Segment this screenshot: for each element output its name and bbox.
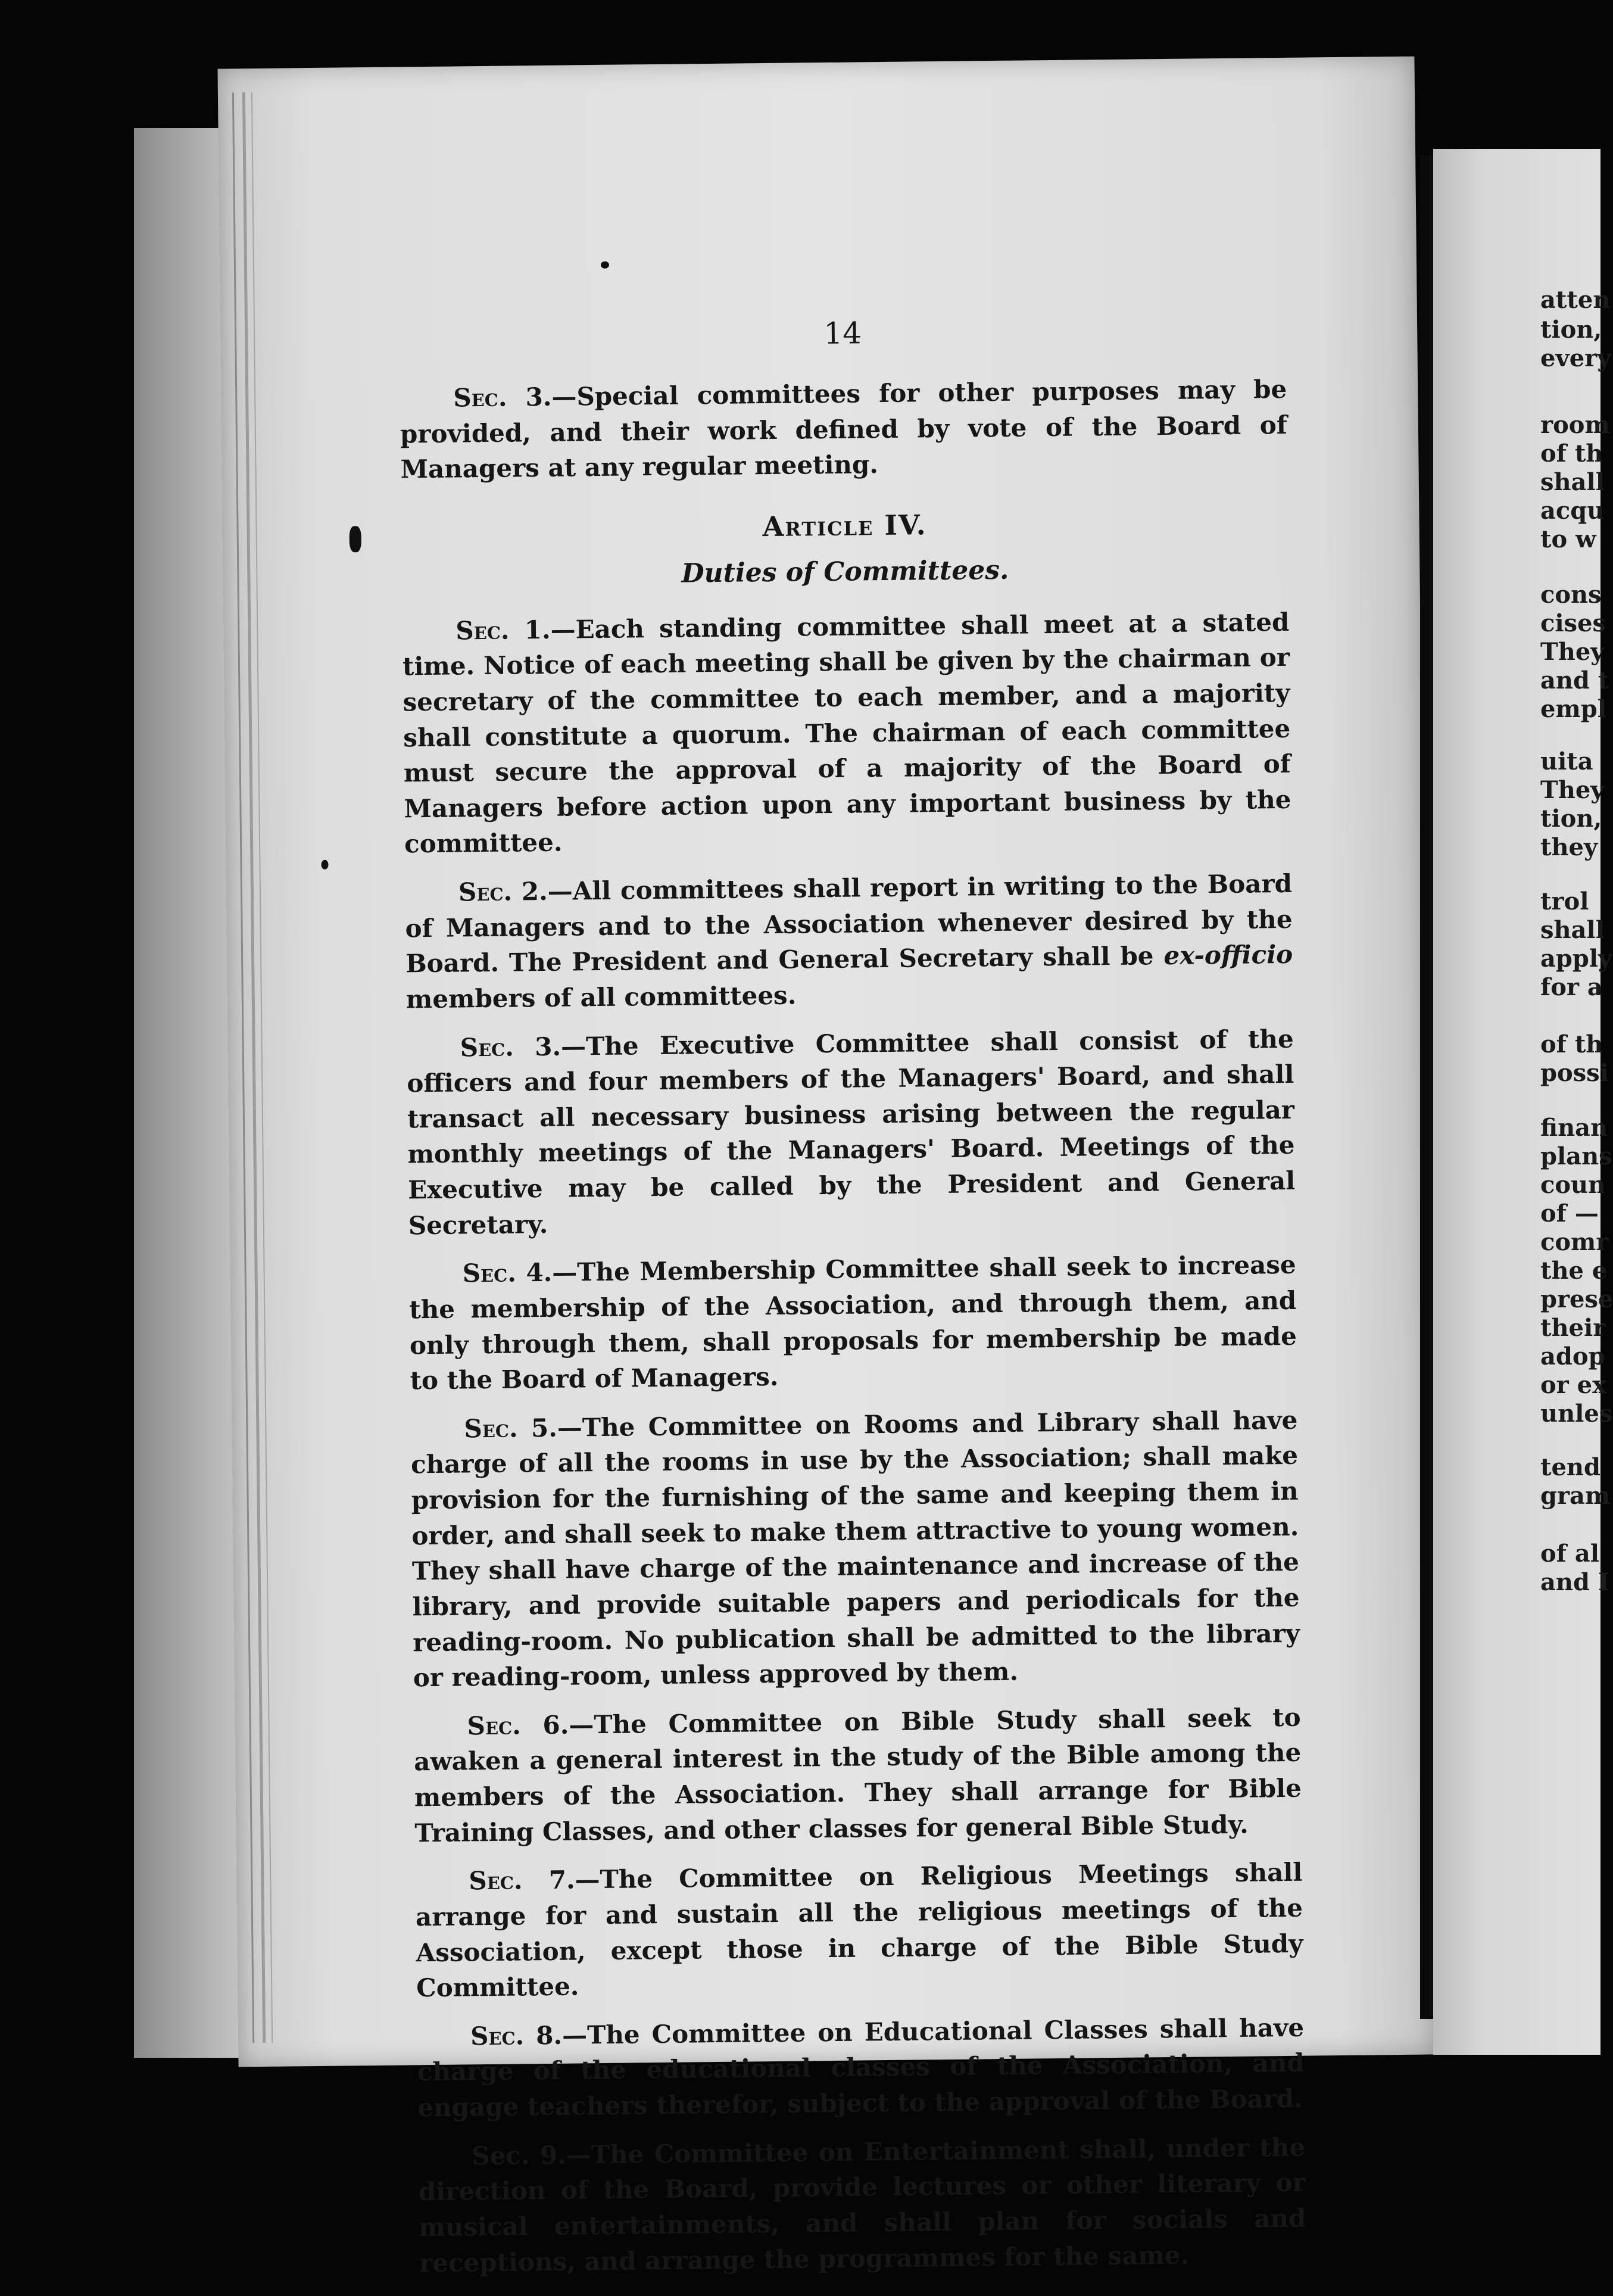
facing-page-fragment: apply (1540, 945, 1612, 973)
intro-section (400, 372, 1288, 487)
facing-page-fragment: to w (1540, 525, 1596, 553)
section-4 (408, 1247, 1297, 1398)
section-emphasis: ex-officio (1163, 940, 1293, 971)
section-label: Sec. 5. (464, 1413, 558, 1444)
facing-page-fragment: their (1540, 1314, 1606, 1342)
section-label: Sec. 9. (471, 2140, 567, 2170)
ink-speck (601, 261, 609, 269)
facing-page-fragment: cises (1540, 609, 1606, 637)
section-label: Sec. 3. (453, 382, 552, 413)
page-number: 14 (823, 316, 862, 351)
facing-page-fragment: for a (1540, 973, 1603, 1001)
section-label: Sec. 2. (458, 876, 548, 907)
facing-page-fragment: of th (1540, 1030, 1603, 1058)
facing-page-fragment: and t (1540, 666, 1609, 694)
facing-page-fragment: of al (1540, 1540, 1599, 1568)
section-9 (418, 2129, 1306, 2281)
facing-page-fragment: gram (1540, 1482, 1611, 1510)
ink-speck (350, 526, 361, 552)
section-text: —The Committee on Religious Meetings shall arrange for and sustain all the religious meetings of the Association, except those in charge of the Bible Study Committee. (415, 1857, 1303, 2003)
section-text: —The Membership Committee shall seek to increase the membership of the Association, and through them, and only through them, shall proposals for membership be made to the Board of Managers. (409, 1250, 1297, 1395)
facing-page-fragment: or ex (1540, 1371, 1606, 1399)
section-3 (406, 1021, 1296, 1243)
facing-page-fragment: atten (1540, 286, 1611, 314)
page-gutter (1420, 155, 1433, 2019)
section-label: Sec. 7. (469, 1865, 575, 1896)
facing-page-fragment: They (1540, 776, 1605, 804)
facing-page-fragment: tion, (1540, 805, 1602, 833)
facing-page-fragment: acqu (1540, 497, 1605, 525)
section-5 (410, 1403, 1300, 1696)
facing-page-fragment: room (1540, 411, 1610, 439)
article-title: Article IV. (762, 509, 927, 543)
section-7 (415, 1855, 1303, 2006)
page-content (399, 308, 1307, 2294)
facing-page-fragment: shall (1540, 468, 1605, 496)
facing-page-fragment: tend (1540, 1453, 1600, 1481)
facing-page-fragment: coun (1540, 1171, 1606, 1199)
facing-page-fragment: comr (1540, 1228, 1609, 1256)
section-label: Sec. 8. (470, 2020, 563, 2051)
facing-page-fragment: prese (1540, 1285, 1613, 1313)
section-text: —The Committee on Rooms and Library shall have charge of all the rooms in use by the Association; shall make provision for the furnishing of the same and keeping them in order, and shall seek to make them attractive to young women. They shall have charge of the maintenance and increase of the library, and provide suitable papers and periodicals for the reading-room. No publication shall be admitted to the library or reading-room, unless approved by them. (410, 1405, 1300, 1693)
section-text: —The Committee on Educational Classes shall have charge of the educational classes of the Association, and engage teachers therefor, subject to the approval of the Board. (417, 2012, 1305, 2123)
article-subtitle: Duties of Committees. (681, 554, 1009, 589)
section-text: —The Executive Committee shall consist of the officers and four members of the Managers' Board, and shall transact all necessary business arising between the regular monthly meetings of the Managers' Board. Meetings of the Executive may be called by the President and General Secretary. (407, 1024, 1296, 1241)
facing-page-fragment: the e (1540, 1257, 1608, 1285)
facing-page-fragment: cons (1540, 581, 1602, 609)
section-label: Sec. 1. (455, 615, 551, 646)
section-text: —The Committee on Entertainment shall, under the direction of the Board, provide lectures or other literary or musical entertainments, and shall plan for socials and receptions, and arrange the programmes for the same. (418, 2132, 1306, 2278)
facing-page-fragment: shall (1540, 916, 1605, 944)
section-text: —The Committee on Bible Study shall seek to awaken a general interest in the study of the Bible among the members of the Association. They shall arrange for Bible Training Classes, and other classes for general Bible Study. (414, 1702, 1302, 1848)
facing-page-fragment: tion, (1540, 316, 1602, 344)
facing-page-fragment: uita (1540, 747, 1593, 775)
section-text: —Each standing committee shall meet at a stated time. Notice of each meeting shall be given by the chairman or secretary of the committee to each member, and a majority shall constitute a quorum. The chairman of each committee must secure the approval of a majority of the Board of Managers before action upon any important business by the committee. (402, 607, 1291, 859)
facing-page-fragment: unles (1540, 1400, 1613, 1428)
section-text-end: members of all committees. (405, 980, 797, 1014)
section-8 (417, 2010, 1305, 2125)
document-page (217, 57, 1435, 2278)
section-label: Sec. 4. (462, 1258, 553, 1288)
facing-page-fragment: plans (1540, 1142, 1612, 1170)
facing-page-fragment: and I (1540, 1568, 1609, 1596)
section-text: —Special committees for other purposes may be provided, and their work defined by vote of the Board of Managers at any regular meeting. (400, 374, 1288, 484)
facing-page-fragment: of th (1540, 440, 1603, 468)
facing-page-fragment: of — (1540, 1200, 1599, 1228)
facing-page-fragment: empl (1540, 695, 1606, 723)
section-text: —All committees shall report in writing to the Board of Managers and to the Association whenever desired by the Board. The President and General Secretary shall be (405, 868, 1293, 979)
facing-page-fragment: they (1540, 833, 1598, 861)
section-2 (405, 866, 1293, 1017)
facing-page (1433, 149, 1613, 2055)
facing-page-fragment: trol (1540, 887, 1589, 915)
facing-page-fragment: every (1540, 344, 1611, 372)
facing-page-fragment: They (1540, 638, 1605, 666)
section-1 (402, 604, 1291, 862)
section-label: Sec. 6. (467, 1710, 569, 1741)
facing-page-fragment: possi (1540, 1059, 1609, 1087)
section-label: Sec. 3. (460, 1032, 561, 1062)
facing-page-fragment: adop (1540, 1342, 1605, 1370)
ink-speck (321, 860, 328, 870)
section-6 (413, 1700, 1302, 1851)
facing-page-fragment: finan (1540, 1114, 1608, 1142)
